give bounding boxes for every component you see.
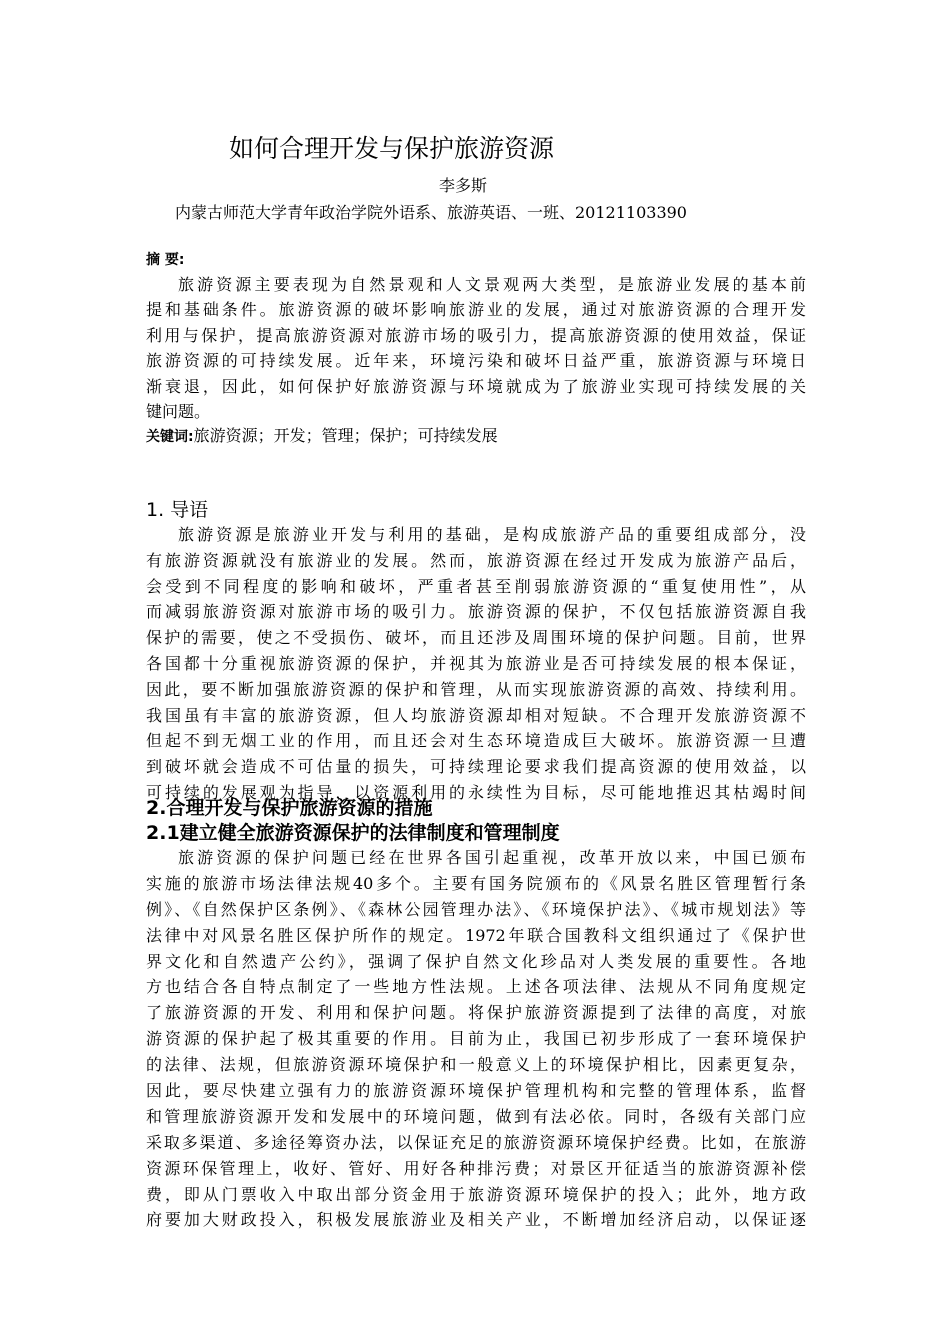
legal-line: 法律中对风景名胜区保护所作的规定。1972年联合国教科文组织通过了《保护世 <box>146 925 806 945</box>
legal-line: 因此，要尽快建立强有力的旅游资源环境保护管理机构和完整的管理体系，监督 <box>146 1081 806 1101</box>
legal-line: 实施的旅游市场法律法规40多个。主要有国务院颁布的《风景名胜区管理暂行条 <box>146 873 806 893</box>
abstract-paragraph <box>146 272 806 424</box>
legal-line: 界文化和自然遗产公约》，强调了保护自然文化珍品对人类发展的重要性。各地 <box>146 951 806 971</box>
intro-line: 到破坏就会造成不可估量的损失，可持续理论要求我们提高资源的使用效益，以 <box>146 757 806 777</box>
intro-line: 旅游资源是旅游业开发与利用的基础，是构成旅游产品的重要组成部分，没 <box>178 525 806 544</box>
legal-line: 采取多渠道、多途径筹资办法，以保证充足的旅游资源环境保护经费。比如，在旅游 <box>146 1132 806 1152</box>
legal-line: 游资源的保护起了极其重要的作用。目前为止，我国已初步形成了一套环境保护 <box>146 1029 806 1049</box>
intro-line: 但起不到无烟工业的作用，而且还会对生态环境造成巨大破坏。旅游资源一旦遭 <box>146 731 806 751</box>
legal-line: 资源环保管理上，收好、管好、用好各种排污费；对景区开征适当的旅游资源补偿 <box>146 1158 806 1178</box>
abstract-line: 利用与保护，提高旅游资源对旅游市场的吸引力，提高旅游资源的使用效益，保证 <box>146 325 806 345</box>
intro-line: 我国虽有丰富的旅游资源，但人均旅游资源却相对短缺。不合理开发旅游资源不 <box>146 705 806 725</box>
author-affiliation: 内蒙古师范大学青年政治学院外语系、旅游英语、一班、20121103390 <box>175 203 687 222</box>
keywords-label: 关键词: <box>146 429 194 445</box>
keywords-line <box>146 424 498 449</box>
intro-line: 有旅游资源就没有旅游业的发展。然而，旅游资源在经过开发成为旅游产品后， <box>146 550 806 570</box>
legal-line: 例》、《自然保护区条例》、《森林公园管理办法》、《环境保护法》、《城市规划法》等 <box>146 899 806 919</box>
legal-line: 了旅游资源的开发、利用和保护问题。将保护旅游资源提到了法律的高度，对旅 <box>146 1003 806 1023</box>
intro-line: 可持续的发展观为指导，以资源利用的永续性为目标，尽可能地推迟其枯竭时间 <box>146 782 806 802</box>
keywords-text: 旅游资源；开发；管理；保护；可持续发展 <box>193 426 498 445</box>
legal-line: 的法律、法规，但旅游资源环境保护和一般意义上的环境保护相比，因素更复杂， <box>146 1055 806 1075</box>
intro-line: 而减弱旅游资源对旅游市场的吸引力。旅游资源的保护，不仅包括旅游资源自我 <box>146 602 806 622</box>
section-heading-measures: 2.合理开发与保护旅游资源的措施 <box>146 797 433 819</box>
author-name: 李多斯 <box>439 176 488 195</box>
abstract-line: 旅游资源的可持续发展。近年来，环境污染和破坏日益严重，旅游资源与环境日 <box>146 351 806 371</box>
legal-line: 旅游资源的保护问题已经在世界各国引起重视，改革开放以来，中国已颁布 <box>178 848 806 867</box>
page-title: 如何合理开发与保护旅游资源 <box>229 134 555 163</box>
abstract-line: 渐衰退，因此，如何保护好旅游资源与环境就成为了旅游业实现可持续发展的关 <box>146 376 806 396</box>
legal-line: 府要加大财政投入，积极发展旅游业及相关产业，不断增加经济启动，以保证逐 <box>146 1210 806 1230</box>
abstract-line: 键问题。 <box>146 401 211 421</box>
intro-paragraph <box>146 522 806 806</box>
subsection-heading-legal: 2.1建立健全旅游资源保护的法律制度和管理制度 <box>146 822 560 844</box>
intro-line: 会受到不同程度的影响和破坏，严重者甚至削弱旅游资源的“重复使用性”，从 <box>146 576 806 596</box>
section-heading-intro: 1. 导语 <box>146 499 209 521</box>
abstract-line: 旅游资源主要表现为自然景观和人文景观两大类型，是旅游业发展的基本前 <box>178 275 806 294</box>
abstract-line: 提和基础条件。旅游资源的破坏影响旅游业的发展，通过对旅游资源的合理开发 <box>146 300 806 320</box>
intro-line: 因此，要不断加强旅游资源的保护和管理，从而实现旅游资源的高效、持续利用。 <box>146 679 806 699</box>
intro-line: 保护的需要，使之不受损伤、破坏，而且还涉及周围环境的保护问题。目前，世界 <box>146 628 806 648</box>
legal-paragraph <box>146 845 806 1233</box>
intro-line: 各国都十分重视旅游资源的保护，并视其为旅游业是否可持续发展的根本保证， <box>146 653 806 673</box>
legal-line: 费，即从门票收入中取出部分资金用于旅游资源环境保护的投入；此外，地方政 <box>146 1184 806 1204</box>
legal-line: 和管理旅游资源开发和发展中的环境问题，做到有法必依。同时，各级有关部门应 <box>146 1106 806 1126</box>
abstract-label: 摘 要: <box>146 252 185 268</box>
legal-line: 方也结合各自特点制定了一些地方性法规。上述各项法律、法规从不同角度规定 <box>146 977 806 997</box>
